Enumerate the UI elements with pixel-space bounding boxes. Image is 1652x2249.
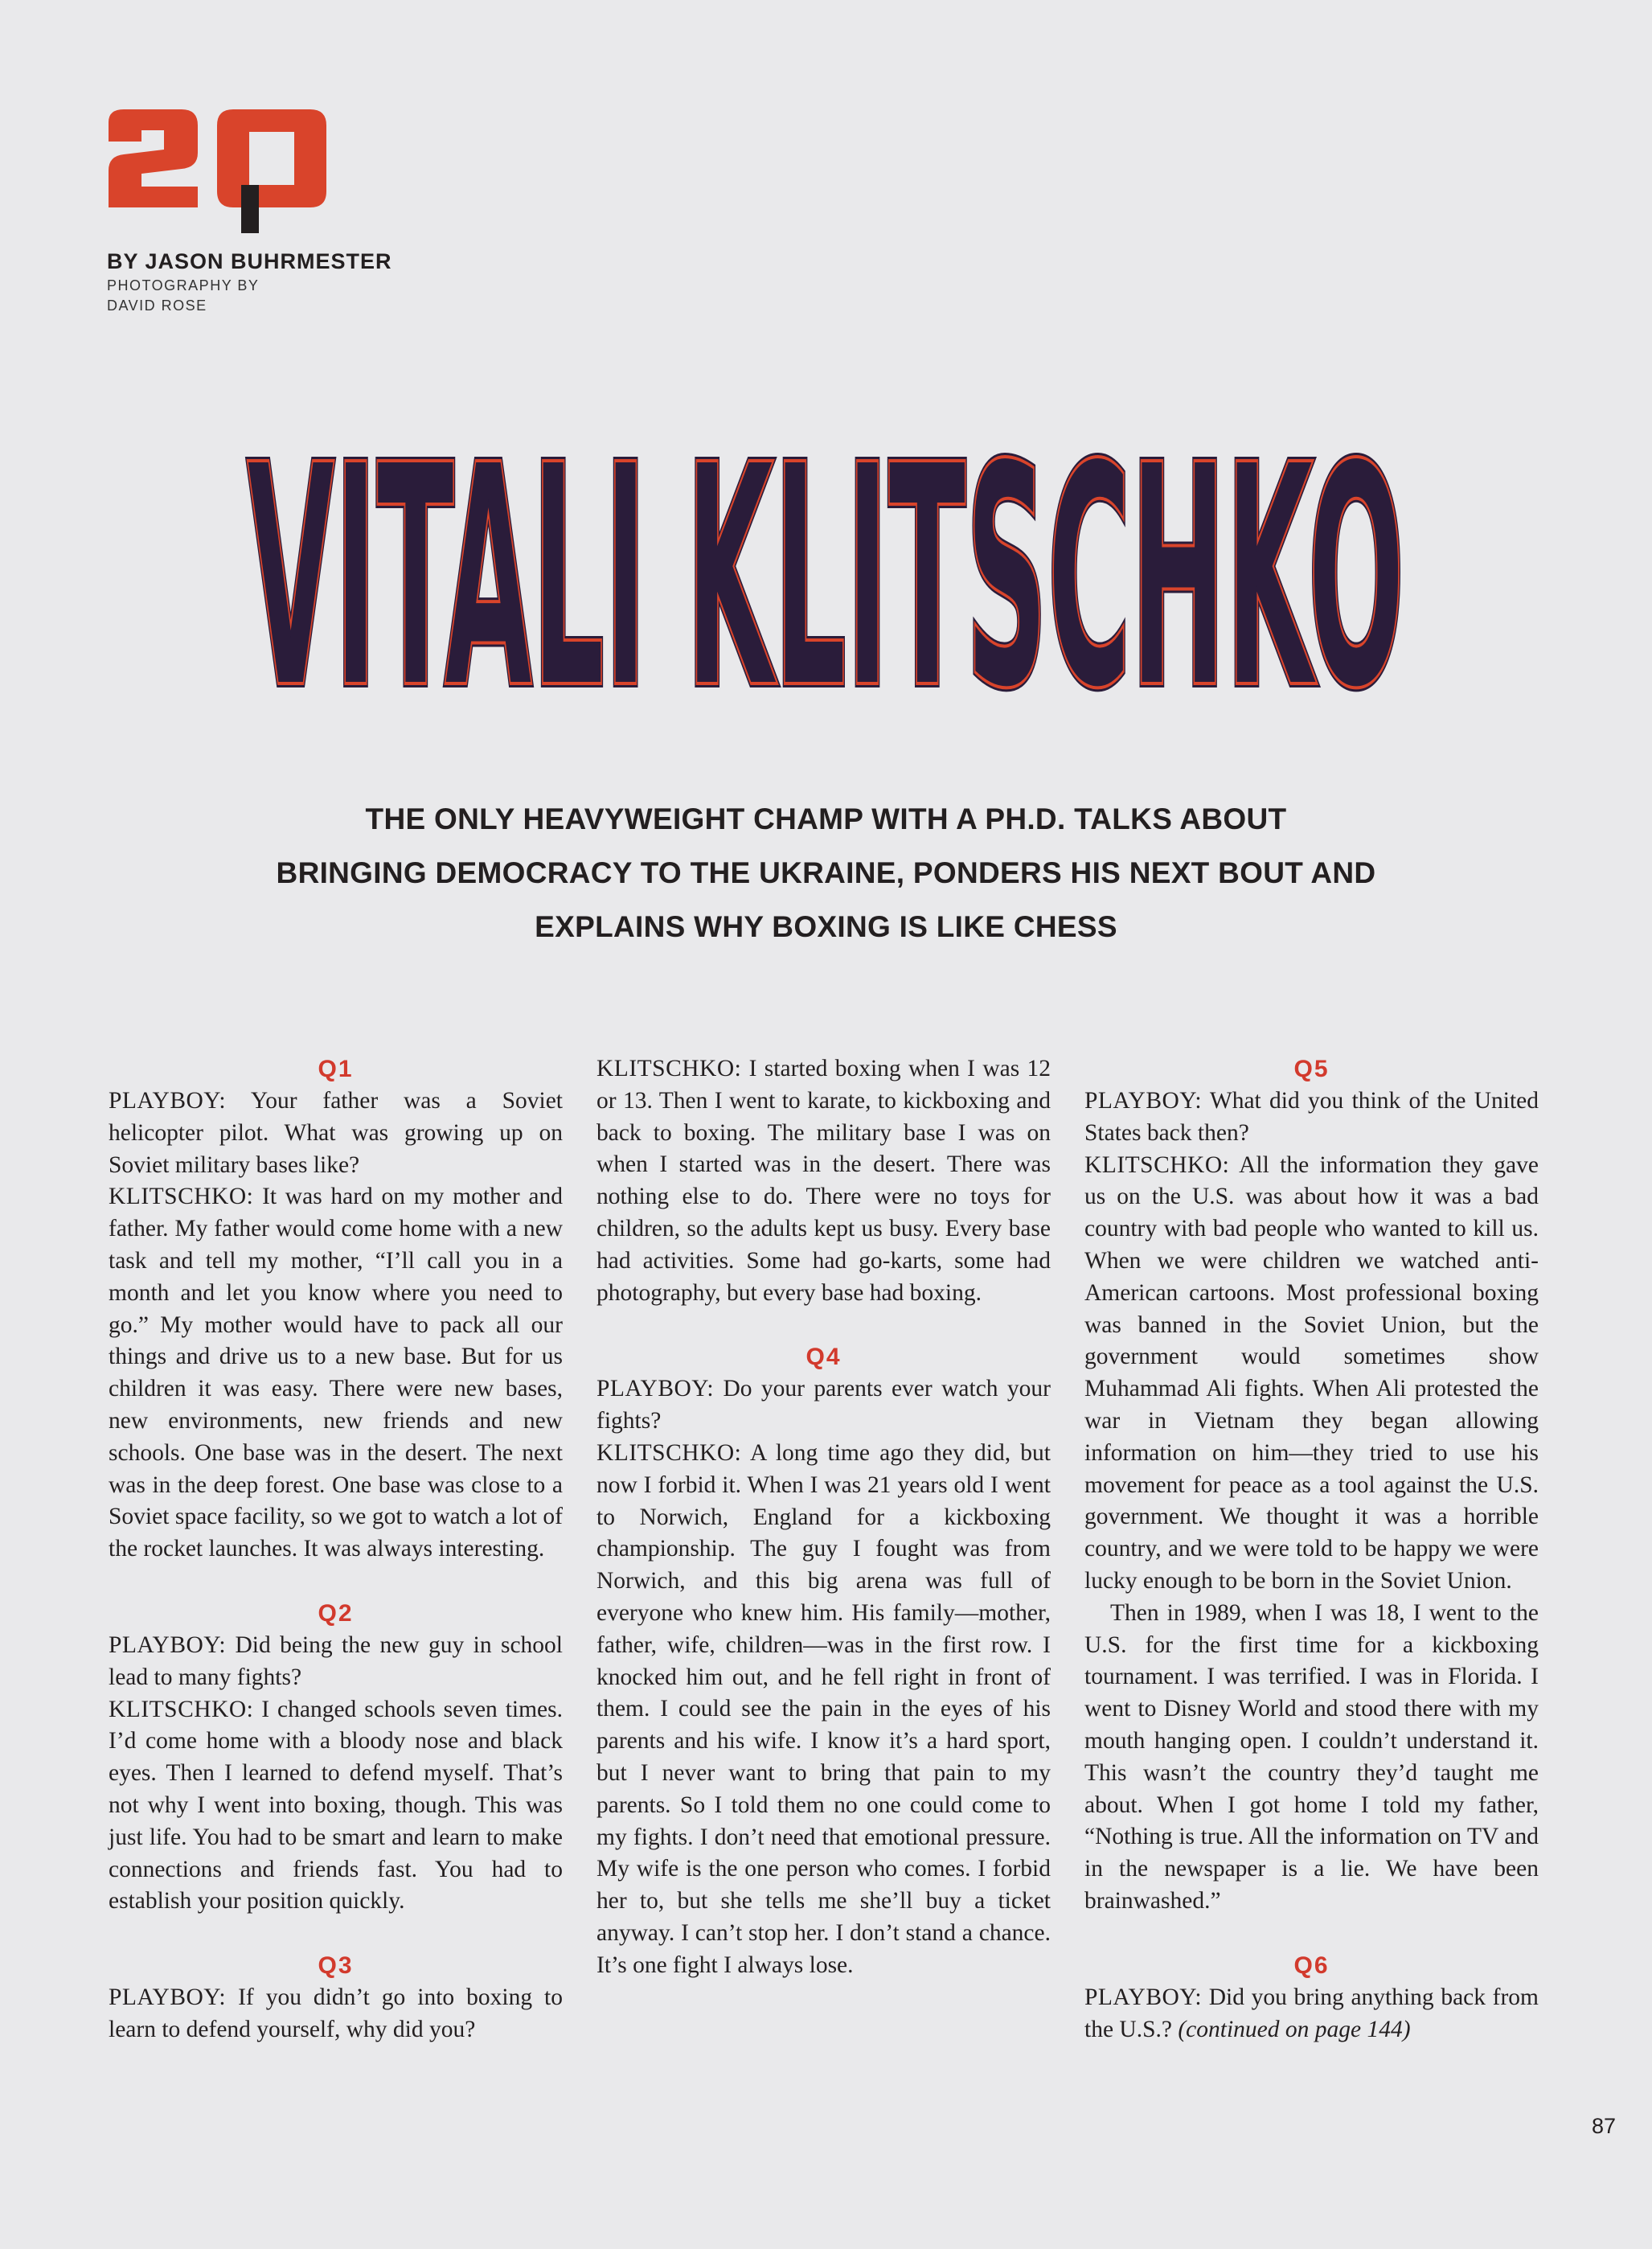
speaker-playboy: PLAYBOY: [109, 1984, 227, 2011]
speaker-klitschko: KLITSCHKO: [596, 1439, 742, 1466]
q2-question: PLAYBOY: Did being the new guy in school lead to many fights? [109, 1631, 563, 1690]
article-deck [121, 792, 1531, 954]
q4-question: PLAYBOY: Do your parents ever watch your fights? [596, 1376, 1051, 1434]
q1-question: PLAYBOY: Your father was a Soviet helicopter pilot. What was growing up on Soviet military bases like? [109, 1088, 564, 1178]
byline-block [107, 249, 392, 314]
20q-logo [105, 106, 331, 233]
article-title [0, 402, 1652, 724]
q1-answer: KLITSCHKO: It was hard on my mother and father. My father would come home with a new task and tell my mother, “I’ll call you in a month and let you know where you need to go.” My mother would have to pack all our things and drive us to a new base. But for us children it was easy. There were new bases, new environments, new friends and new schools. One base was in the desert. The next was in the deep forest. One base was close to a Soviet space facility, so we got to watch a lot of the rocket launches. It was always interesting. [109, 1184, 564, 1562]
speaker-klitschko: KLITSCHKO: [596, 1056, 742, 1081]
q2-answer: KLITSCHKO: I changed schools seven times. I’d come home with a bloody nose and black eyes. Then I learned to defend myself. That’s not why I went into boxing, though. This was just life. You had to be smart and learn to make connections and friends fast. You had to establish your position quickly. [109, 1696, 564, 1915]
column-3 [1084, 1053, 1539, 2046]
question-number-q3: Q3 [318, 1952, 354, 1980]
speaker-playboy: PLAYBOY: [109, 1631, 227, 1658]
q5-question: PLAYBOY: What did you think of the United States back then? [1084, 1088, 1539, 1146]
q6-question: PLAYBOY: Did you bring anything back from the U.S.? (continued on page 144) [1084, 1984, 1539, 2042]
continued-on-page-link[interactable]: (continued on page 144) [1178, 2016, 1411, 2042]
q5-answer: KLITSCHKO: All the information they gave us on the U.S. was about how it was a bad country with bad people who wanted to kill us. When we were children we watched anti-American cartoons. Most professional boxing was banned in the Soviet Union, but the government would sometimes show Muhammad Ali fights. When Ali protested the war in Vietnam they began allowing information on him—they tried to use his movement for peace as a tool against the U.S. government. We thought it was a horrible country, and we were told to be happy we were lucky enough to be born in the Soviet Union. [1084, 1151, 1539, 1594]
speaker-klitschko: KLITSCHKO: [109, 1696, 254, 1722]
question-number-q1: Q1 [318, 1056, 354, 1082]
speaker-playboy: PLAYBOY: [1084, 1088, 1203, 1114]
q4-answer: KLITSCHKO: A long time ago they did, but now I forbid it. When I was 21 years old I went to Norwich, England for a kickboxing championship. The guy I fought was from Norwich, and this big arena was full of everyone who knew him. His family—mother, father, wife, children—was in the first row. I knocked him out, and he fell right in front of them. I could see the pain in the eyes of his parents and his wife. I know it’s a hard sport, but I never want to bring that pain to my parents. So I told them no one could come to my fights. I don’t need that emotional pressure. My wife is the one person who comes. I forbid her to, but she tells me she’ll buy a ticket anyway. I can’t stop her. I don’t stand a chance. It’s one fight I always lose. [596, 1439, 1051, 1978]
title-outline: VITALI KLITSCHKO [247, 402, 1404, 724]
author-byline: BY JASON BUHRMESTER [107, 249, 392, 273]
photo-credit-name: DAVID ROSE [107, 298, 207, 314]
q3-answer: KLITSCHKO: I started boxing when I was 12 or 13. Then I went to karate, to kickboxing and back to boxing. The military base I was on when I started was in the desert. There was nothing else to do. There were no toys for children, so the adults kept us busy. Every base had activities. Some had go-karts, some had photography, but every base had boxing. [596, 1056, 1051, 1306]
deck-line-1: THE ONLY HEAVYWEIGHT CHAMP WITH A PH.D. TALKS ABOUT [365, 802, 1287, 835]
title-inline: VITALI KLITSCHKO [247, 402, 1404, 724]
question-number-q4: Q4 [806, 1344, 842, 1371]
deck-line-2: BRINGING DEMOCRACY TO THE UKRAINE, PONDERS HIS NEXT BOUT AND [276, 856, 1376, 889]
question-number-q6: Q6 [1293, 1951, 1330, 1979]
photo-credit-label: PHOTOGRAPHY BY [107, 277, 260, 293]
column-2 [596, 1053, 1051, 1982]
deck-line-3: EXPLAINS WHY BOXING IS LIKE CHESS [535, 910, 1117, 943]
page-number: 87 [1592, 2114, 1617, 2138]
question-number-q2: Q2 [318, 1599, 354, 1627]
q3-question: PLAYBOY: If you didn’t go into boxing to learn to defend yourself, why did you? [109, 1984, 563, 2042]
q5-answer-continued: Then in 1989, when I was 18, I went to the U.S. for the first time for a kickboxing tournament. I was terrified. I was in Florida. I went to Disney World and stood there with my mouth hanging open. I couldn’t understand it. This wasn’t the country they’d taught me about. When I got home I told my father, “Nothing is true. All the information on TV and in the newspaper is a lie. We have been brainwashed.” [1084, 1599, 1539, 1914]
column-1 [109, 1053, 563, 2046]
speaker-klitschko: KLITSCHKO: [1084, 1151, 1230, 1178]
20q-logo-graphic [105, 106, 331, 233]
speaker-playboy: PLAYBOY: [1084, 1984, 1203, 2010]
speaker-playboy: PLAYBOY: [596, 1376, 715, 1402]
speaker-klitschko: KLITSCHKO: [109, 1184, 254, 1210]
speaker-playboy: PLAYBOY: [109, 1088, 227, 1114]
question-number-q5: Q5 [1293, 1056, 1330, 1082]
